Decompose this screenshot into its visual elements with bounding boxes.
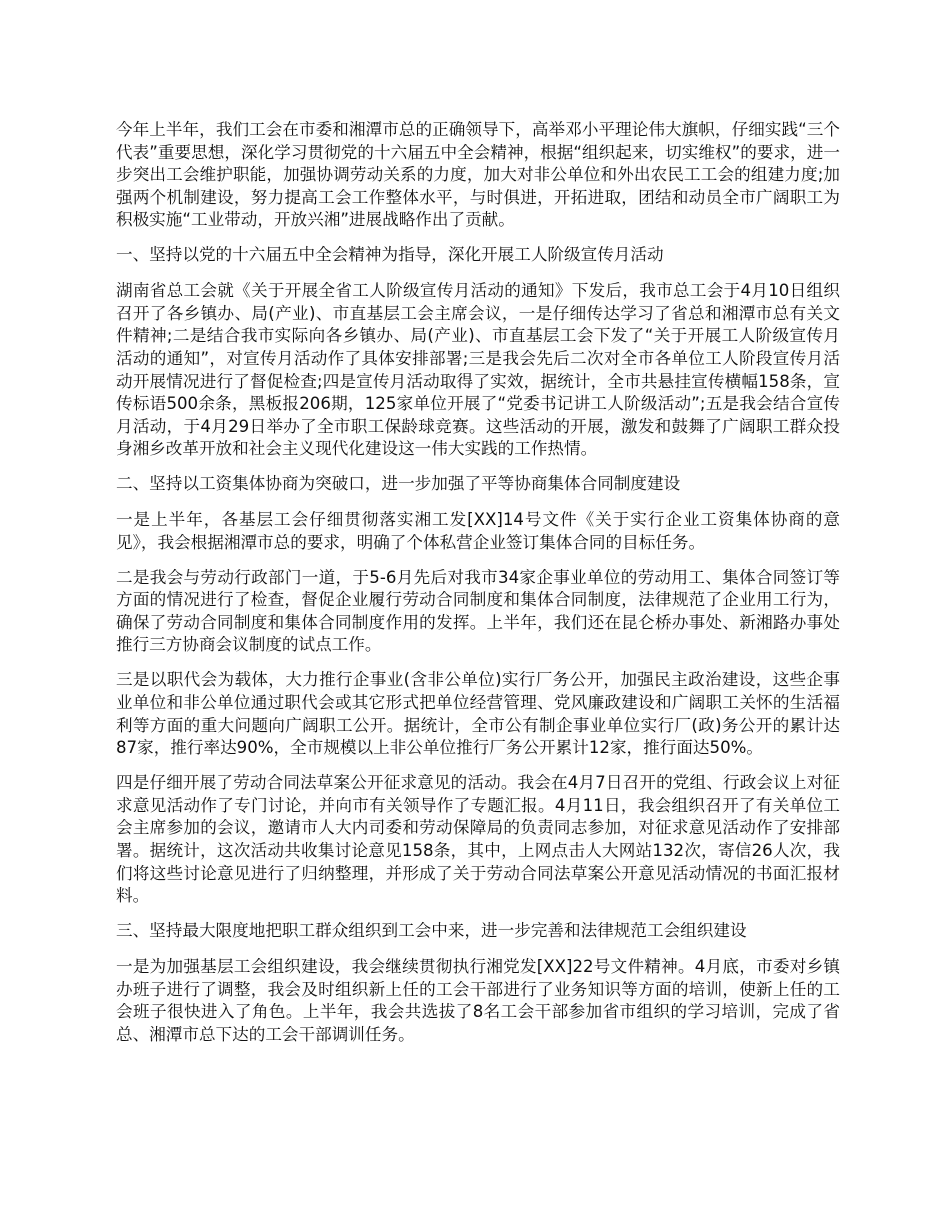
section-3-paragraph-1: 一是为加强基层工会组织建设，我会继续贯彻执行湘党发[XX]22号文件精神。4月底，市委对乡镇办班子进行了调整，我会及时组织新上任的工会干部进行了业务知识等方面的培训，使新上任的工会班子很快进入了角色。上半年，我会共选拔了8名工会干部参加省市组织的学习培训，完成了省总、湘潭市总下达的工会干部调训任务。	[116, 956, 840, 1044]
section-2-paragraph-3: 三是以职代会为载体，大力推行企事业(含非公单位)实行厂务公开，加强民主政治建设，这些企事业单位和非公单位通过职代会或其它形式把单位经营管理、党风廉政建设和广阔职工关怀的生活福利等方面的重大问题向广阔职工公开。据统计，全市公有制企事业单位实行厂(政)务公开的累计达87家，推行率达90%，全市规模以上非公单位推行厂务公开累计12家，推行面达50%。	[116, 670, 840, 758]
section-1-paragraph: 湖南省总工会就《关于开展全省工人阶级宣传月活动的通知》下发后，我市总工会于4月10日组织召开了各乡镇办、局(产业)、市直基层工会主席会议，一是仔细传达学习了省总和湘潭市总有关文件精神;二是结合我市实际向各乡镇办、局(产业)、市直基层工会下发了“关于开展工人阶级宣传月活动的通知”，对宣传月活动作了具体安排部署;三是我会先后二次对全市各单位工人阶段宣传月活动开展情况进行了督促检查;四是宣传月活动取得了实效，据统计，全市共悬挂宣传横幅158条，宣传标语500余条，黑板报206期，125家单位开展了“党委书记讲工人阶级活动”;五是我会结合宣传月活动，于4月29日举办了全市职工保龄球竞赛。这些活动的开展，激发和鼓舞了广阔职工群众投身湘乡改革开放和社会主义现代化建设这一伟大实践的工作热情。	[116, 281, 840, 459]
document-body	[116, 119, 840, 1059]
section-heading-2: 二、坚持以工资集体协商为突破口，进一步加强了平等协商集体合同制度建设	[116, 474, 681, 494]
section-heading-3: 三、坚持最大限度地把职工群众组织到工会中来，进一步完善和法律规范工会组织建设	[116, 921, 747, 941]
section-2-paragraph-1: 一是上半年，各基层工会仔细贯彻落实湘工发[XX]14号文件《关于实行企业工资集体协商的意见》，我会根据湘潭市总的要求，明确了个体私营企业签订集体合同的目标任务。	[116, 510, 840, 552]
intro-paragraph: 今年上半年，我们工会在市委和湘潭市总的正确领导下，高举邓小平理论伟大旗帜，仔细实践“三个代表”重要思想，深化学习贯彻党的十六届五中全会精神，根据“组织起来，切实维权”的要求，进一步突出工会维护职能，加强协调劳动关系的力度，加大对非公单位和外出农民工工会的组建力度;加强两个机制建设，努力提高工会工作整体水平，与时俱进，开拓进取，团结和动员全市广阔职工为积极实施“工业带动，开放兴湘”进展战略作出了贡献。	[116, 120, 840, 230]
section-heading-1: 一、坚持以党的十六届五中全会精神为指导，深化开展工人阶级宣传月活动	[116, 245, 664, 265]
section-2-paragraph-4: 四是仔细开展了劳动合同法草案公开征求意见的活动。我会在4月7日召开的党组、行政会议上对征求意见活动作了专门讨论，并向市有关领导作了专题汇报。4月11日，我会组织召开了有关单位工会主席参加的会议，邀请市人大内司委和劳动保障局的负责同志参加，对征求意见活动作了安排部署。据统计，这次活动共收集讨论意见158条，其中，上网点击人大网站132次，寄信26人次，我们将这些讨论意见进行了归纳整理，并形成了关于劳动合同法草案公开意见活动情况的书面汇报材料。	[116, 773, 840, 906]
section-2-paragraph-2: 二是我会与劳动行政部门一道，于5-6月先后对我市34家企事业单位的劳动用工、集体合同签订等方面的情况进行了检查，督促企业履行劳动合同制度和集体合同制度，法律规范了企业用工行为，确保了劳动合同制度和集体合同制度作用的发挥。上半年，我们还在昆仑桥办事处、新湘路办事处推行三方协商会议制度的试点工作。	[116, 567, 840, 655]
